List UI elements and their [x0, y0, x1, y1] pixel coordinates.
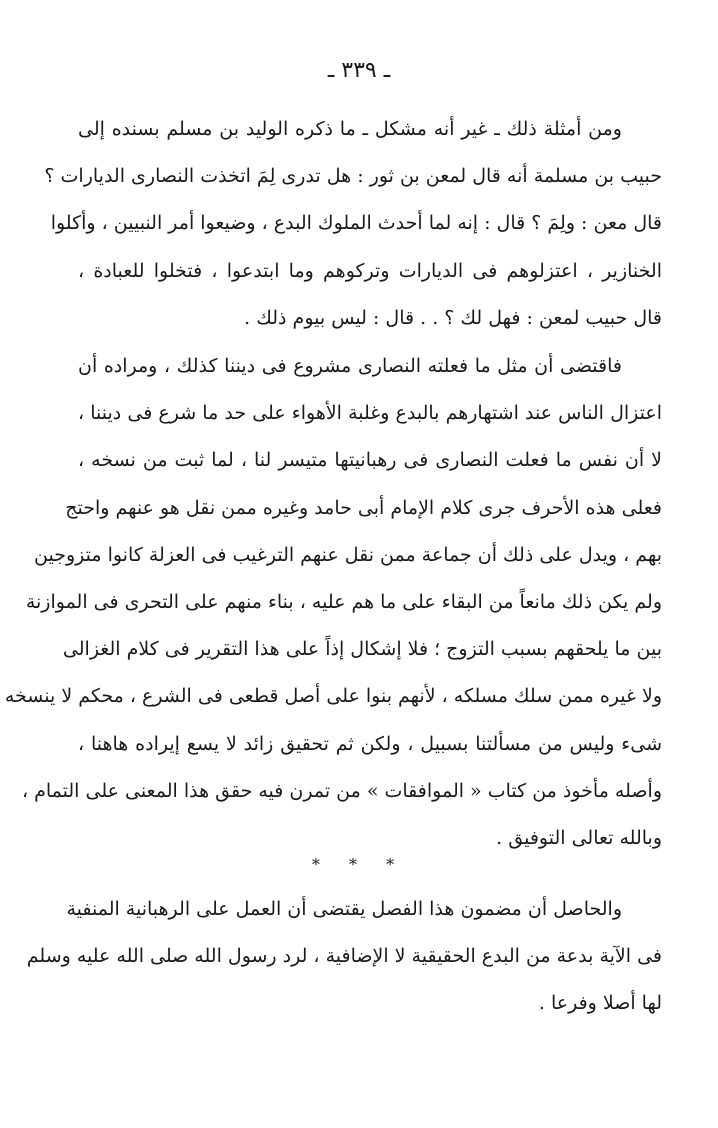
text-line: قال معن : ولِمَ ؟ قال : إنه لما أحدث الملوك البدع ، وضيعوا أمر النبيين ، وأكلوا: [50, 212, 662, 235]
section-separator: * * *: [311, 855, 407, 874]
text-line: فعلى هذه الأحرف جرى كلام الإمام أبى حامد وغيره ممن نقل هو عنهم واحتج: [65, 496, 662, 519]
text-line: فاقتضى أن مثل ما فعلته النصارى مشروع فى ديننا كذلك ، ومراده أن: [78, 355, 622, 377]
text-line: وأصله مأخوذ من كتاب « الموافقات » من تمرن فيه حقق هذا المعنى على التمام ،: [21, 779, 662, 802]
text-line: ولم يكن ذلك مانعاً من البقاء على ما هم عليه ، بناء منهم على التحرى فى الموازنة: [25, 591, 662, 614]
text-line: اعتزال الناس عند اشتهارهم بالبدع وغلبة الأهواء على حد ما شرع فى ديننا ،: [78, 402, 662, 425]
text-line: بين ما يلحقهم بسبب التزوج ؛ فلا إشكال إذاً على هذا التقرير فى كلام الغزالى: [62, 638, 662, 661]
text-line: حبيب بن مسلمة أنه قال لمعن بن ثور : هل تدرى لِمَ اتخذت النصارى الديارات ؟: [44, 165, 662, 188]
text-line: لا أن نفس ما فعلت النصارى فى رهبانيتها متيسر لنا ، لما ثبت من نسخه ،: [78, 449, 662, 472]
text-line: فى الآية بدعة من البدع الحقيقية لا الإضافية ، لرد رسول الله صلى الله عليه وسلم: [26, 945, 662, 968]
text-line: وبالله تعالى التوفيق .: [496, 827, 662, 850]
paragraph-2: [4, 343, 662, 862]
text-line: ولا غيره ممن سلك مسلكه ، لأنهم بنوا على أصل قطعى فى الشرع ، محكم لا ينسخه: [4, 685, 662, 708]
text-line: ومن أمثلة ذلك ـ غير أنه مشكل ـ ما ذكره الوليد بن مسلم بسنده إلى: [78, 118, 622, 140]
text-line: شىء وليس من مسألتنا بسبيل ، ولكن ثم تحقيق زائد لا يسع إيراده هاهنا ،: [78, 732, 662, 755]
page-number: ـ ٣٣٩ ـ: [327, 58, 391, 83]
text-line: الخنازير ، اعتزلوهم فى الديارات وتركوهم وما ابتدعوا ، فتخلوا للعبادة ،: [78, 259, 662, 282]
text-line: والحاصل أن مضمون هذا الفصل يقتضى أن العمل على الرهبانية المنفية: [66, 898, 622, 920]
text-line: لها أصلا وفرعا .: [538, 992, 662, 1015]
paragraph-1: [44, 106, 662, 342]
text-line: بهم ، ويدل على ذلك أن جماعة ممن نقل عنهم الترغيب فى العزلة كانوا متزوجين: [34, 543, 662, 566]
paragraph-3: [26, 886, 662, 1028]
text-line: قال حبيب لمعن : فهل لك ؟ . . قال : ليس بيوم ذلك .: [244, 306, 662, 329]
